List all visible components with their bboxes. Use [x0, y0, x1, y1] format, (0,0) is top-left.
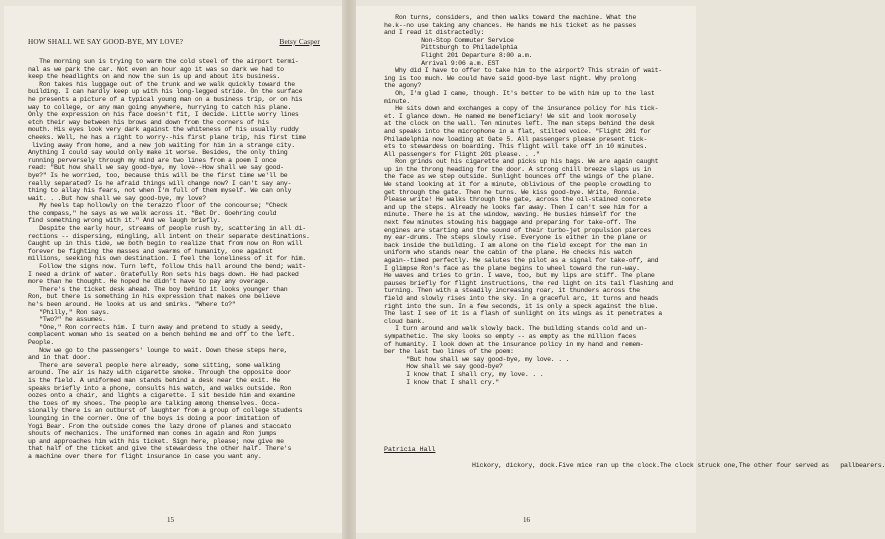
text-line: a machine over there for flight insurance in case you want any. — [28, 452, 262, 460]
text-line: again--timed perfectly. He salutes the pilot as a signal for take-off, and — [384, 257, 659, 264]
text-line: ing is too much. We could have said good-bye last night. Why prolong — [384, 74, 637, 82]
text-line: speaks briefly into a phone, consults his watch, and walks outside. Ron — [28, 384, 292, 392]
text-line: Ron grinds out his cigarette and picks up his bags. We are again caught — [384, 158, 659, 166]
text-line: forever be fighting the masses and swarms of humanity, one against — [28, 247, 273, 255]
text-line: Now we go to the passengers' lounge to wait. Down these steps here, — [28, 346, 288, 354]
left-page-text — [28, 58, 328, 460]
text-line: My heels tap hollowly on the terazzo floor of the concourse; "Check — [28, 202, 288, 210]
right-page — [356, 6, 885, 533]
text-line: oozes onto a chair, and lights a cigarette. I sit beside him and examine — [28, 392, 295, 400]
text-line: he's been around. He looks at us and smirks. "Where to?" — [28, 301, 236, 308]
text-line: way to college, or any man going anywhere, hurrying to catch his plane. — [28, 103, 292, 111]
text-line: I know that I shall cry." — [384, 378, 499, 386]
left-page — [4, 6, 342, 533]
text-line: Why did I have to offer to take him to the airport? This strain of wait- — [384, 67, 663, 75]
text-line: wait. . .But how shall we say good-bye, my love? — [28, 194, 206, 202]
text-line: the face as we step outside. Sunlight bounces off the wings of the plane. — [384, 173, 655, 181]
text-line: really separated? Is he afraid things will change now? I can't say any- — [28, 179, 292, 187]
text-line: ets to stewardess on boarding. This flight will take off in 10 minutes. — [384, 143, 648, 151]
poem-line: Hickory, dickory, dock. — [472, 462, 559, 469]
text-line: minute. — [384, 97, 410, 105]
text-line: I glimpse Ron's face as the plane begins to wheel toward the run-way. — [384, 264, 640, 272]
text-line: back inside the building. I am alone on the field except for the man in — [384, 241, 648, 249]
text-line: lounging in the corner. One of the boys is doing a poor imitation of — [28, 414, 281, 422]
text-line: "But how shall we say good-bye, my love. . . — [384, 355, 570, 363]
text-line: mouth. His eyes look very dark against the whiteness of his usually ruddy — [28, 126, 299, 134]
text-line: Ron turns, considers, and then walks toward the machine. What the — [384, 14, 637, 21]
text-line: cheeks. Well, he has a right to worry--his first plane trip, his first time — [28, 133, 307, 141]
text-line: pauses briefly for flight instructions, the red light on its tail flashing and — [384, 279, 674, 287]
text-line: more than he thought. He hoped he didn't have to pay any overage. — [28, 278, 269, 286]
text-line: Caught up in this tide, we both begin to realize that from now on Ron will — [28, 240, 303, 248]
text-line: up in the throng heading for the door. A strong chill breeze slaps us in — [384, 165, 651, 173]
text-line: around. The air is hazy with cigarette smoke. Through the opposite door — [28, 369, 292, 377]
text-line: There are several people here already, some sitting, some walking — [28, 361, 281, 369]
poem-line: The clock struck one, — [659, 462, 739, 469]
text-line: keep the headlights on and now the sun is up and about its business. — [28, 73, 281, 81]
text-line: sympathetic. The sky looks so empty -- as empty as the million faces — [384, 332, 637, 340]
text-line: et. I glance down. He named me beneficiary! We sit and look morosely — [384, 112, 637, 120]
page-number-left: 15 — [167, 516, 174, 524]
text-line: find something wrong with it." And we laugh briefly. — [28, 217, 221, 225]
text-line: uniform who stands near the cabin of the plane. He checks his watch — [384, 249, 633, 257]
text-line: Pittsburgh to Philadelphia — [384, 44, 518, 52]
text-line: sionally there is an outburst of laughter from a group of college students — [28, 407, 303, 415]
text-line: and in that door. — [28, 354, 92, 362]
text-line: The morning sun is trying to warm the cold steel of the airport termi- — [28, 58, 299, 65]
text-line: I turn around and walk slowly back. The building stands cold and un- — [384, 325, 648, 333]
text-line: Non-Stop Commuter Service — [384, 36, 514, 44]
story-title: HOW SHALL WE SAY GOOD-BYE, MY LOVE? — [28, 38, 184, 46]
text-line: up and approaches him with his ticket. Sign here, please; now give me — [28, 437, 284, 445]
text-line: the toes of my shoes. The people are talking among themselves. Occa- — [28, 399, 281, 407]
text-line: next few minutes stowing his baggage and preparing for take-off. The — [384, 219, 637, 227]
text-line: Ron, but there is something in his expression that makes one believe — [28, 293, 281, 301]
text-line: I need a drink of water. Gratefully Ron sets his bags down. He had packed — [28, 270, 299, 278]
text-line: and speaks into the microphone in a flat, stilted voice. "Flight 201 for — [384, 127, 651, 135]
text-line: cloud bank. — [384, 317, 425, 325]
text-line: All passengers for Flight 201 please. . ." — [384, 150, 540, 158]
text-line: I know that I shall cry, my love. . . — [384, 370, 544, 378]
story-author: Betsy Casper — [279, 38, 320, 46]
text-line: ber the last two lines of the poem: — [384, 348, 514, 356]
text-line: Oh, I'm glad I came, though. It's better to be with him up to the last — [384, 89, 655, 97]
text-line: He waves and tries to grin. I wave, too, but my lips are stiff. The plane — [384, 272, 655, 280]
text-line: shouts of mechanics. The uniformed man comes in again and Ron jumps — [28, 430, 277, 438]
text-line: The last I see of it is a flash of sunlight on its wings as it penetrates a — [384, 310, 663, 318]
poem-line: The other four served as — [738, 462, 829, 469]
text-line: "Two?" he assumes. — [28, 316, 106, 324]
poem-author: Patricia Hall — [384, 446, 436, 453]
text-line: He sits down and exchanges a copy of the insurance policy for his tick- — [384, 105, 659, 113]
poem-line: pallbearers. — [828, 462, 885, 469]
text-line: There's the ticket desk ahead. The boy behind it looks younger than — [28, 285, 288, 293]
text-line: that half of the ticket and give the stewardess the other half. There's — [28, 445, 292, 453]
text-line: Philadelphia now loading at Gate 5. All passengers please present tick- — [384, 135, 648, 143]
text-line: Anything I could say would only make it worse. Besides, the only thing — [28, 149, 288, 157]
text-line: Yogi Bear. From the outside comes the lazy drone of planes and staccato — [28, 422, 292, 430]
text-line: my ear-drums. The steps slowly rise. Everyone is either in the plane or — [384, 234, 648, 242]
text-line: building. I can hardly keep up with his long-legged stride. On the surface — [28, 88, 303, 96]
text-line: Despite the early hour, streams of people rush by, scattering in all di- — [28, 225, 307, 233]
text-line: Only the expression on his face doesn't fit, I decide. Little worry lines — [28, 111, 299, 119]
text-line: People. — [28, 338, 54, 346]
text-line: at the clock on the wall. Ten minutes left. The man steps behind the desk — [384, 120, 655, 128]
text-line: running perversely through my mind are two lines from a poem I once — [28, 156, 277, 164]
text-line: rections -- dispersing, mingling, all intent on their separate destinations. — [28, 232, 310, 240]
text-line: "Philly," Ron says. — [28, 308, 110, 316]
right-page-text — [384, 14, 684, 386]
text-line: Please write! He walks through the gate, across the oil-stained concrete — [384, 196, 651, 204]
text-line: Follow the signs now. Turn left, follow this hall around the bend; wait- — [28, 263, 307, 271]
page-number-right: 16 — [523, 516, 530, 524]
text-line: engines are starting and the sound of their turbo-jet propulsion pierces — [384, 226, 651, 234]
text-line: living away from home, and a new job waiting for him in a strange city. — [28, 141, 295, 149]
text-line: minute. There he is at the window, waving. He busies himself for the — [384, 211, 637, 219]
text-line: nal as we park the car. Not even an hour ago it was so dark we had to — [28, 65, 284, 73]
text-line: complacent woman who is seated on a bench behind me and off to the left. — [28, 331, 295, 339]
poem-line: Five mice ran up the clock. — [558, 462, 660, 469]
poem — [472, 462, 885, 470]
text-line: get through the gate. Then he turns. We kiss good-bye. Write, Ronnie. — [384, 188, 640, 196]
text-line: How shall we say good-bye? — [384, 363, 503, 371]
text-line: etch their way between his brows and down from the corners of his — [28, 118, 269, 126]
text-line: the compass," he says as we walk across it. "Bet Dr. Goehring could — [28, 209, 277, 217]
text-line: and up the steps. Already he looks far away. Then I can't see him for a — [384, 203, 648, 211]
text-line: he.k--no use taking any chances. He hands me his ticket as he passes — [384, 21, 637, 29]
text-line: Arrival 9:06 a.m. EST — [384, 59, 499, 67]
text-line: Ron takes his luggage out of the trunk and we walk quickly toward the — [28, 80, 295, 88]
text-line: and I read it distractedly: — [384, 29, 485, 37]
text-line: bye?" Is he worried, too, because this will be the first time we'll be — [28, 171, 288, 179]
text-line: thing to allay his fears, not when I'm full of them myself. We can only — [28, 187, 292, 195]
text-line: he presents a picture of a typical young man on a business trip, or on his — [28, 95, 303, 103]
text-line: read: "But how shall we say good-bye, my love--How shall we say good- — [28, 164, 284, 172]
text-line: Flight 201 Departure 8:00 a.m. — [384, 51, 533, 59]
book-gutter — [342, 0, 356, 539]
text-line: field and slowly rises into the sky. In a graceful arc, it turns and heads — [384, 294, 659, 302]
text-line: is the field. A uniformed man stands behind a desk near the exit. He — [28, 376, 281, 384]
story-header — [28, 38, 320, 46]
text-line: turning. Then with a steadily increasing roar, it thunders across the — [384, 287, 640, 295]
text-line: "One," Ron corrects him. I turn away and pretend to study a seedy, — [28, 323, 284, 331]
text-line: the agony? — [384, 82, 422, 90]
text-line: of humanity. I look down at the insurance policy in my hand and remem- — [384, 340, 644, 348]
text-line: right into the sun. In a few seconds, it is only a speck against the blue. — [384, 302, 659, 310]
text-line: We stand looking at it for a minute, oblivious of the people crowding to — [384, 181, 651, 189]
text-line: millions, seeking his own destination. I feel the loneliness of it for him. — [28, 255, 307, 263]
